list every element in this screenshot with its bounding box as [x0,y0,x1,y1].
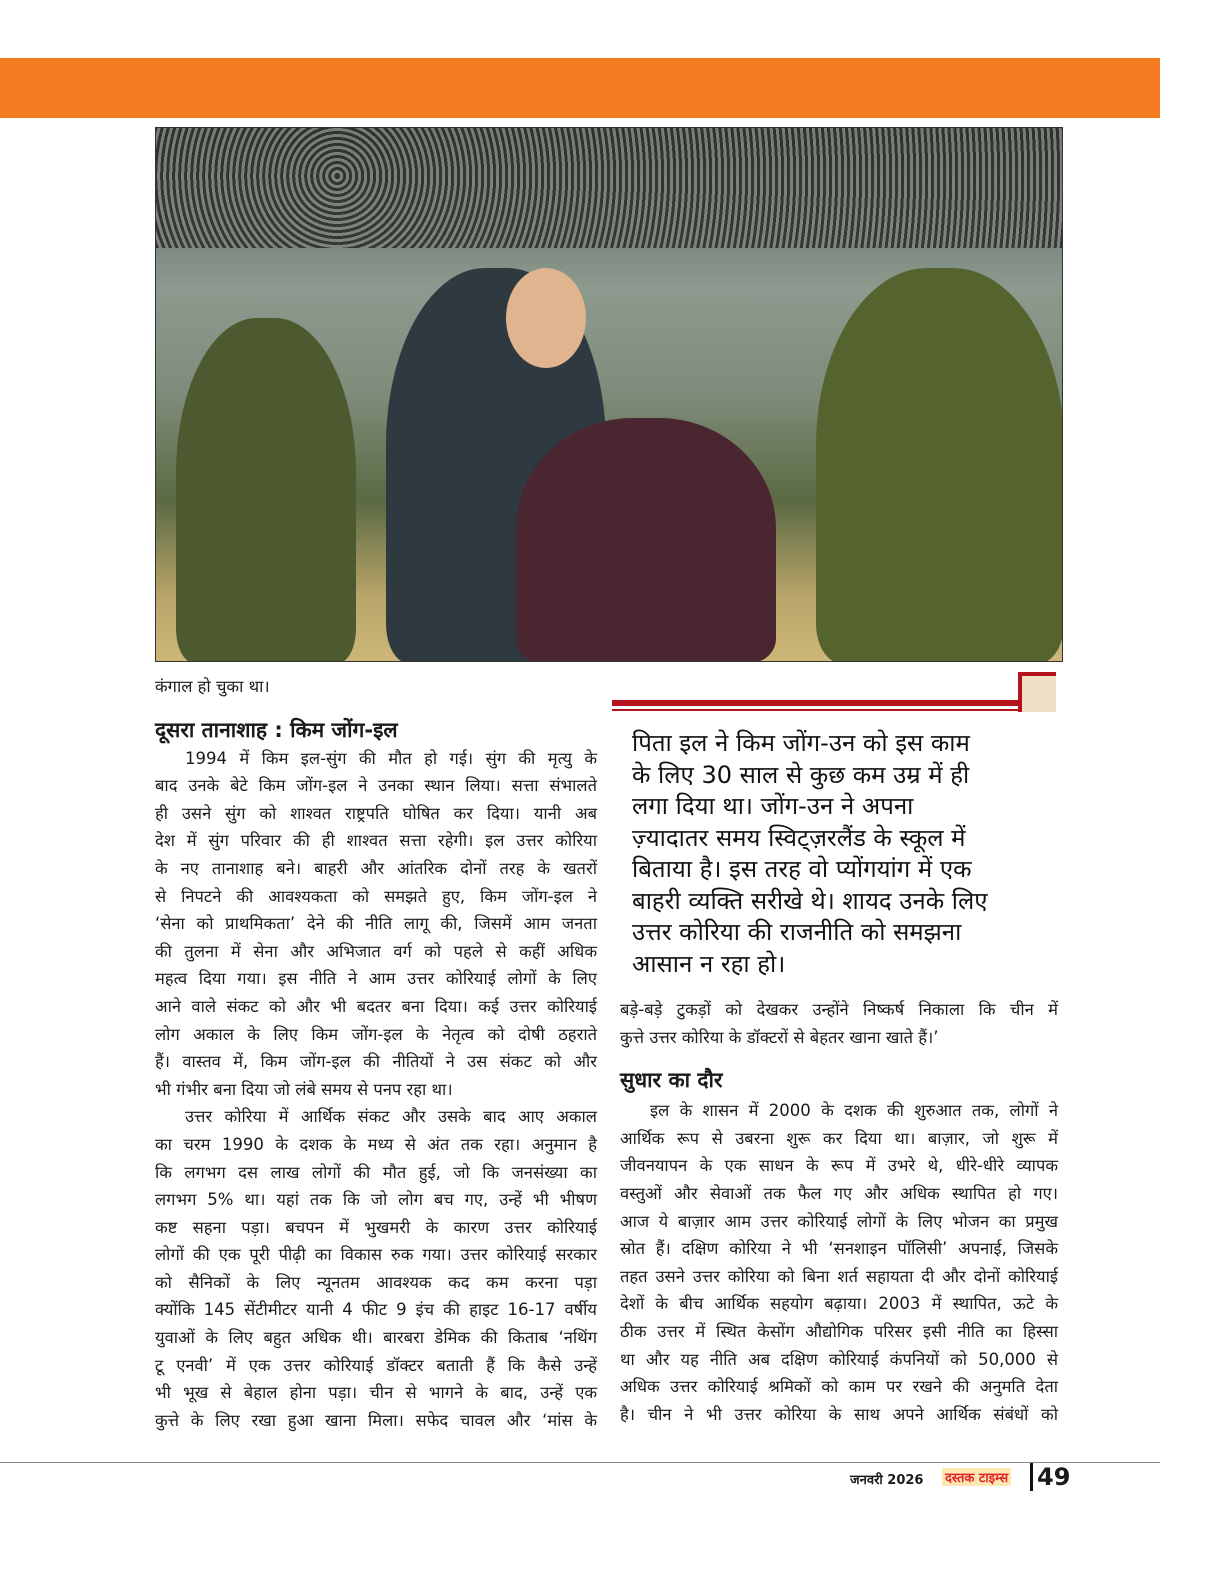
right-column [620,996,1058,1428]
text-line: था और यह नीति अब दक्षिण कोरियाई कंपनियों को 50,000 से [620,1349,1058,1369]
text-line: अधिक उत्तर कोरियाई श्रमिकों को काम पर रखने की अनुमति देता [620,1377,1058,1397]
header-accent-bar [0,58,1160,118]
text-line: स्रोत हैं। दक्षिण कोरिया ने भी ‘सनशाइन पॉलिसी’ अपनाई, जिसके [620,1239,1058,1259]
text-line: बड़े-बड़े टुकड़ों को देखकर उन्होंने निष्कर्ष निकाला कि चीन में [620,1000,1058,1019]
text-line: भी गंभीर बना दिया जो लंबे समय से पनप रहा था। [155,1079,453,1099]
photo-face [506,268,586,368]
text-line: 1994 में किम इल-सुंग की मौत हो गई। सुंग की मृत्यु के [185,748,597,768]
text-line: देशों के बीच आर्थिक सहयोग बढ़ाया। 2003 में स्थापित, ऊटे के [620,1294,1058,1314]
text-line: आने वाले संकट को और भी बदतर बना दिया। कई उत्तर कोरियाई [155,996,597,1016]
pullquote-line: लगा दिया था। जोंग-उन ने अपना [632,792,914,820]
camouflage-net [156,128,1062,248]
text-line: वस्तुओं और सेवाओं तक फैल गए और अधिक स्थापित हो गए। [620,1183,1058,1203]
text-line: ‘सेना को प्राथमिकता’ देने की नीति लागू की, जिसमें आम जनता [155,914,597,934]
pullquote-corner [1018,672,1056,712]
text-line: से निपटने की आवश्यकता को समझते हुए, किम जोंग-इल ने [155,886,597,906]
left-column [155,673,597,1434]
page-number: 49 [1037,1463,1071,1491]
pullquote-rule [612,709,1022,711]
issue-date: जनवरी 2026 [850,1473,924,1488]
paragraph [155,745,597,1104]
text-line: इल के शासन में 2000 के दशक की शुरुआत तक, लोगों ने [650,1101,1058,1121]
text-line: आर्थिक रूप से उबरना शुरू कर दिया था। बाज़ार, जो शुरू में [620,1128,1058,1148]
photo-figure [516,418,776,662]
text-line: आज ये बाज़ार आम उत्तर कोरियाई लोगों के लिए भोजन का प्रमुख [620,1211,1058,1231]
pullquote [632,728,988,980]
carry-line: कंगाल हो चुका था। [155,677,270,696]
text-line: कि लगभग दस लाख लोगों की मौत हुई, जो कि जनसंख्या का [155,1162,597,1182]
text-line: ठीक उत्तर में स्थित केसोंग औद्योगिक परिसर इसी नीति का हिस्सा [620,1321,1058,1341]
section-heading: दूसरा तानाशाह : किम जोंग-इल [155,717,398,742]
paragraph [620,996,1058,1051]
pullquote-line: उत्तर कोरिया की राजनीति को समझना [632,918,962,946]
text-line: कुत्ते उत्तर कोरिया के डॉक्टरों से बेहतर खाना खाते हैं।’ [620,1027,939,1047]
text-line: तहत उसने उत्तर कोरिया को बिना शर्त सहायता दी और दोनों कोरियाई [620,1266,1058,1286]
pullquote-rule [612,700,1022,706]
text-line: उत्तर कोरिया में आर्थिक संकट और उसके बाद आए अकाल [185,1107,597,1127]
text-line: के नए तानाशाह बने। बाहरी और आंतरिक दोनों तरह के खतरों [155,858,597,878]
pullquote-line: के लिए 30 साल से कुछ कम उम्र में ही [632,760,970,789]
footer-separator [1030,1463,1033,1491]
text-line: हैं। वास्तव में, किम जोंग-इल की नीतियों ने उस संकट को और [155,1052,598,1072]
text-line: जीवनयापन के एक साधन के रूप में उभरे थे, धीरे-धीरे व्यापक [620,1156,1058,1176]
text-line: लोगों की एक पूरी पीढ़ी का विकास रुक गया। उत्तर कोरियाई सरकार [155,1245,597,1265]
magazine-logo: दस्तक टाइम्स [942,1468,1011,1486]
text-line: कष्ट सहना पड़ा। बचपन में भुखमरी के कारण उत्तर कोरियाई [155,1217,597,1237]
pullquote-line: बिताया है। इस तरह वो प्योंगयांग में एक [632,855,972,883]
text-line: को सैनिकों के लिए न्यूनतम आवश्यक कद कम करना पड़ा [155,1272,597,1292]
photo-figure [176,318,356,662]
text-line: है। चीन ने भी उत्तर कोरिया के साथ अपने आर्थिक संबंधों को [620,1404,1058,1424]
pullquote-line: पिता इल ने किम जोंग-उन को इस काम [632,729,970,757]
text-line: ही उसने सुंग को शाश्वत राष्ट्रपति घोषित कर दिया। यानी अब [155,803,597,823]
article-photo [155,127,1063,662]
text-line: क्योंकि 145 सेंटीमीटर यानी 4 फीट 9 इंच की हाइट 16-17 वर्षीय [155,1300,597,1320]
text-line: महत्व दिया गया। इस नीति ने आम उत्तर कोरियाई लोगों के लिए [155,969,597,989]
text-line: देश में सुंग परिवार की ही शाश्वत सत्ता रहेगी। इल उत्तर कोरिया [155,831,597,851]
text-line: टू एनवी’ में एक उत्तर कोरियाई डॉक्टर बताती हैं कि कैसे उन्हें [155,1355,597,1375]
pullquote-line: आसान न रहा हो। [632,949,786,978]
section-heading: सुधार का दौर [620,1068,723,1093]
text-line: लगभग 5% था। यहां तक कि जो लोग बच गए, उन्हें भी भीषण [155,1190,597,1210]
paragraph [620,1097,1058,1428]
text-line: लोग अकाल के लिए किम जोंग-इल के नेतृत्व को दोषी ठहराते [155,1024,597,1044]
photo-figure [816,268,1063,662]
text-line: की तुलना में सेना और अभिजात वर्ग को पहले से कहीं अधिक [155,941,597,961]
pullquote-line: बाहरी व्यक्ति सरीखे थे। शायद उनके लिए [632,886,988,915]
text-line: का चरम 1990 के दशक के मध्य से अंत तक रहा। अनुमान है [155,1134,597,1154]
text-line: कुत्ते के लिए रखा हुआ खाना मिला। सफेद चावल और ‘मांस के [155,1410,597,1430]
footer-rule [0,1462,1160,1463]
text-line: बाद उनके बेटे किम जोंग-इल ने उनका स्थान लिया। सत्ता संभालते [155,776,597,796]
text-line: भी भूख से बेहाल होना पड़ा। चीन से भागने के बाद, उन्हें एक [155,1383,597,1403]
pullquote-line: ज़्यादातर समय स्विट्ज़रलैंड के स्कूल में [632,823,966,852]
paragraph [155,1103,597,1434]
text-line: युवाओं के लिए बहुत अधिक थी। बारबरा डेमिक की किताब ‘नथिंग [155,1328,597,1348]
